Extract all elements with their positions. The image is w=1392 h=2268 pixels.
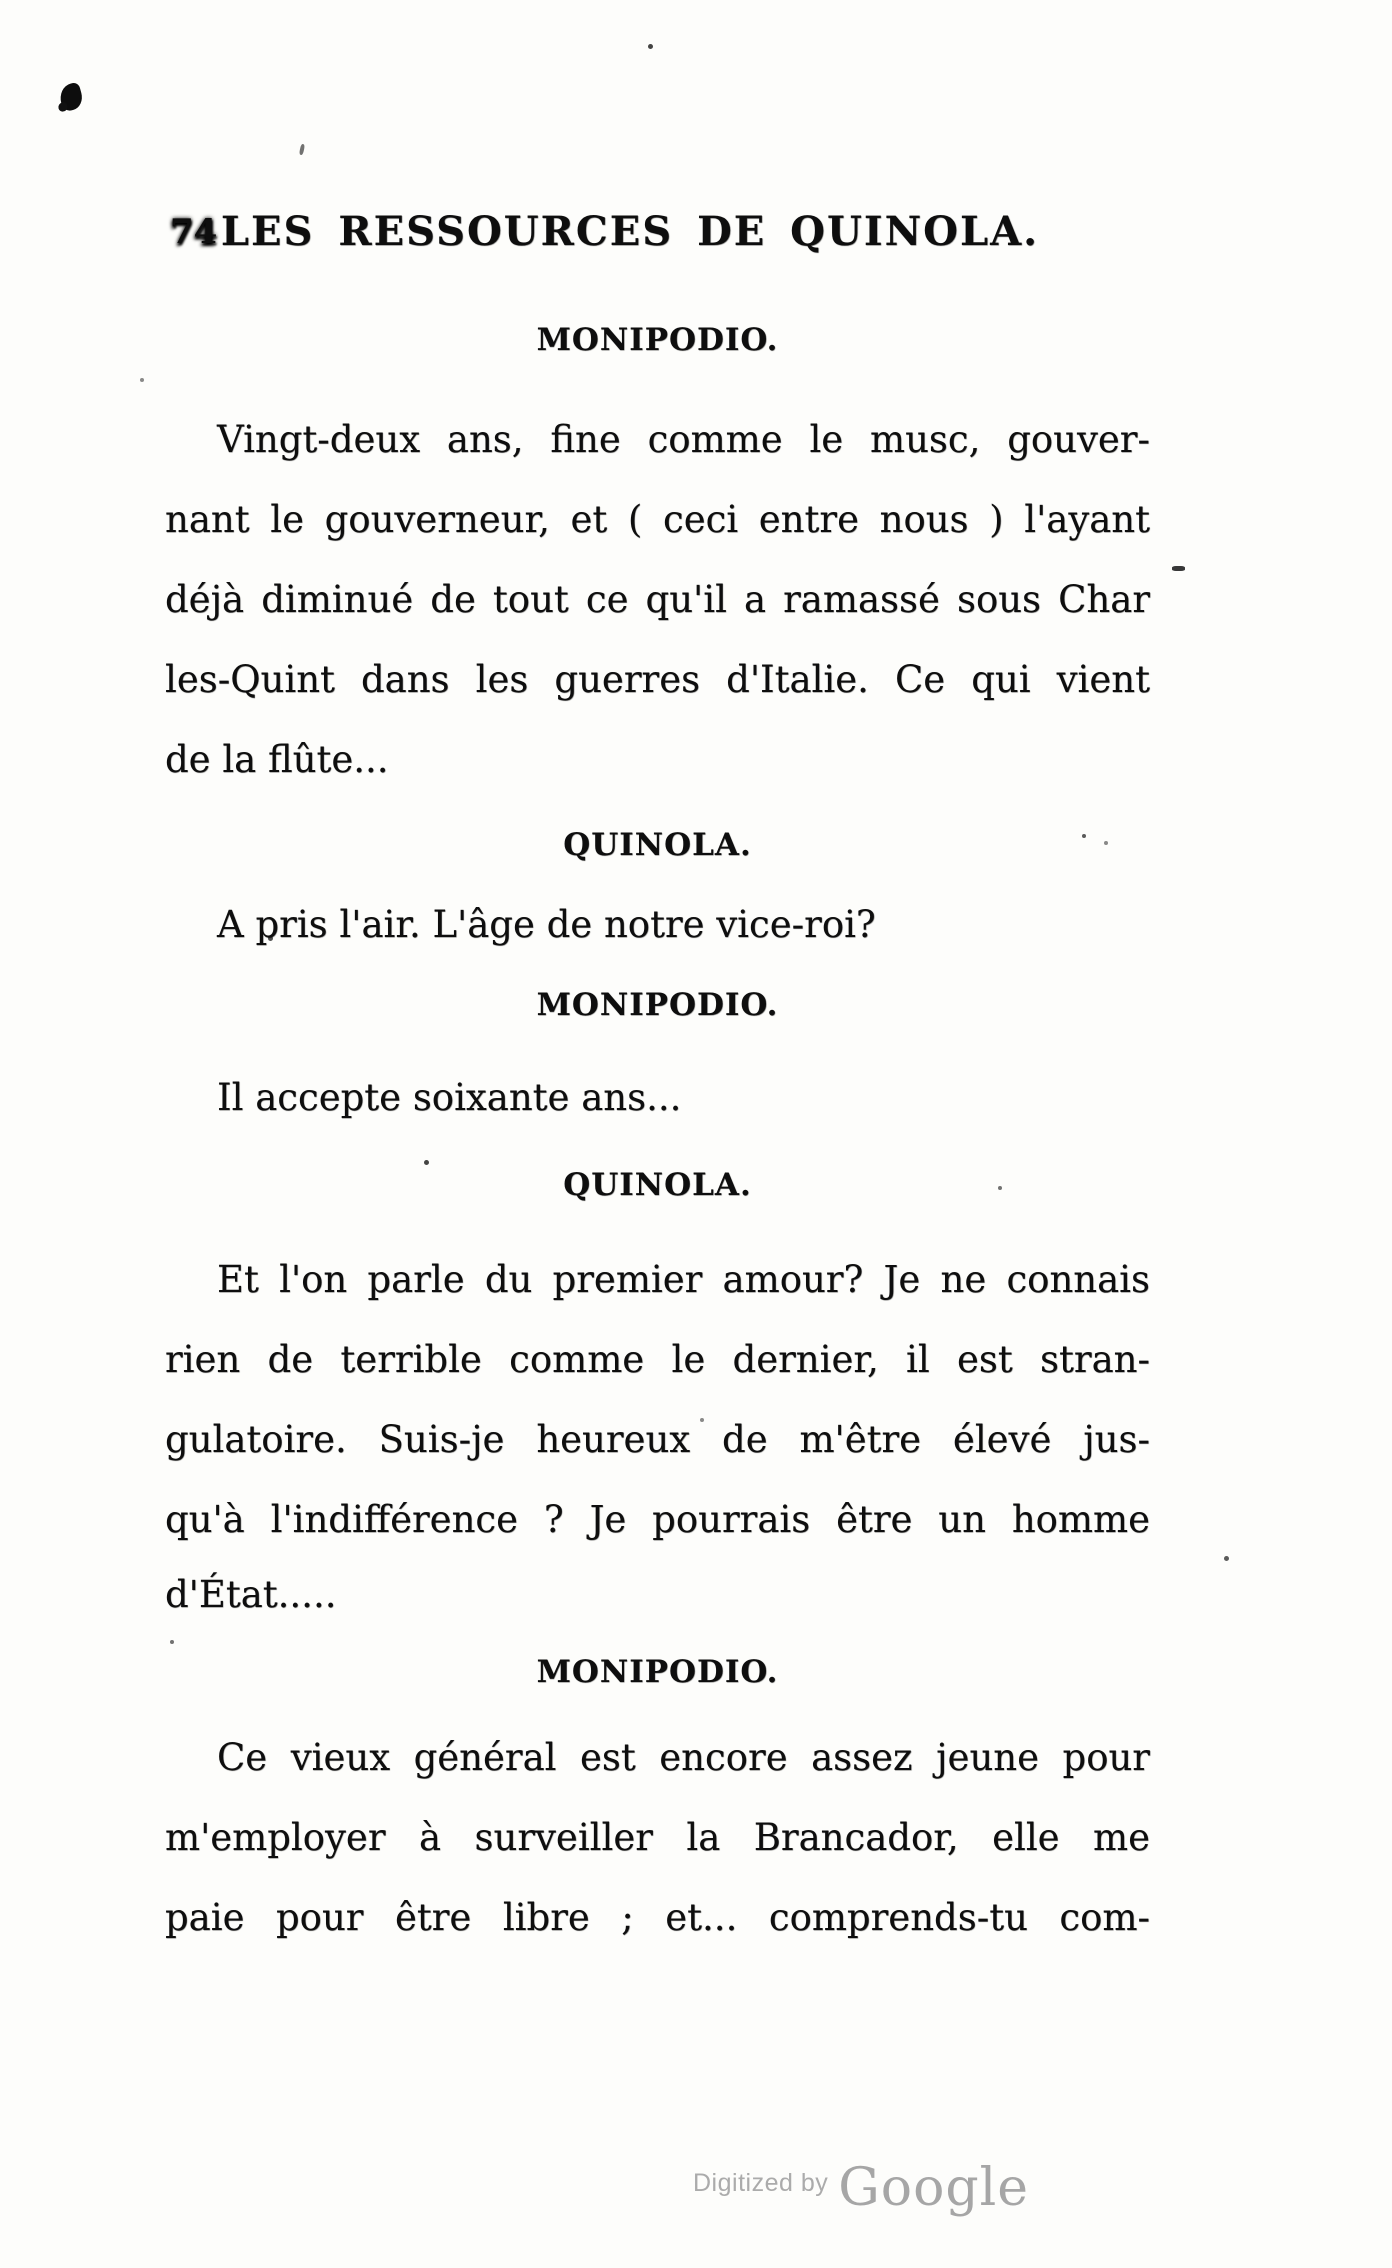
dialogue-line: Ce vieux général est encore assez jeune pour: [217, 1736, 1150, 1779]
speaker-heading: MONIPODIO.: [536, 322, 779, 358]
dialogue-line: rien de terrible comme le dernier, il est stran-: [165, 1338, 1150, 1381]
page-number: 74: [170, 212, 218, 252]
dialogue-line: gulatoire. Suis-je heureux de m'être élevé jus-: [165, 1418, 1150, 1461]
dialogue-line: Il accepte soixante ans...: [217, 1076, 682, 1119]
speaker-heading: QUINOLA.: [563, 827, 752, 863]
scan-speck: [1172, 566, 1185, 571]
dialogue-line: de la flûte...: [165, 738, 389, 781]
scan-speck: [1224, 1556, 1229, 1561]
digitization-watermark: [693, 2158, 1030, 2238]
dialogue-line: nant le gouverneur, et ( ceci entre nous ) l'ayant: [165, 498, 1150, 541]
dialogue-line: A pris l'air. L'âge de notre vice-roi?: [217, 903, 876, 946]
scan-speck: [140, 378, 144, 382]
speaker-heading: MONIPODIO.: [536, 987, 779, 1023]
speaker-heading: MONIPODIO.: [536, 1654, 779, 1690]
google-logo: Google: [838, 2158, 1030, 2218]
scan-speck: [648, 44, 653, 49]
dialogue-line: Vingt-deux ans, fine comme le musc, gouver-: [217, 418, 1150, 461]
dialogue-line: paie pour être libre ; et... comprends-tu com-: [165, 1896, 1150, 1939]
watermark-digitized-by: Digitized by: [693, 2169, 829, 2197]
dialogue-line: d'État.....: [165, 1573, 337, 1616]
dialogue-line: m'employer à surveiller la Brancador, elle me: [165, 1816, 1150, 1859]
dialogue-line: qu'à l'indifférence ? Je pourrais être un homme: [165, 1498, 1150, 1541]
dialogue-line: les-Quint dans les guerres d'Italie. Ce qui vient: [165, 658, 1150, 701]
scan-speck: [299, 144, 305, 156]
dialogue-line: déjà diminué de tout ce qu'il a ramassé sous Char: [165, 578, 1150, 621]
running-title: LES RESSOURCES DE QUINOLA.: [220, 208, 1040, 255]
speaker-heading: QUINOLA.: [563, 1167, 752, 1203]
dialogue-line: Et l'on parle du premier amour? Je ne connais: [217, 1258, 1150, 1301]
ink-blot: [57, 82, 85, 113]
